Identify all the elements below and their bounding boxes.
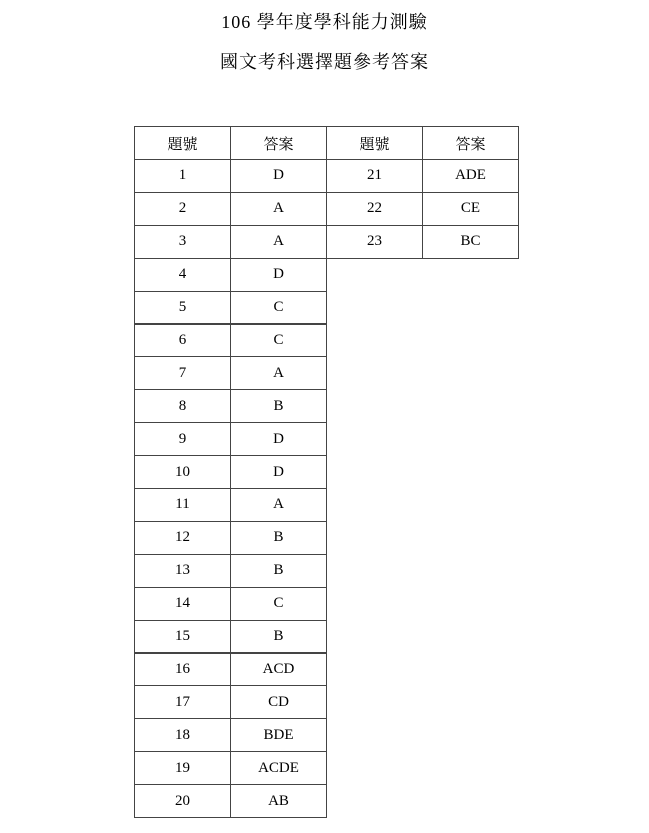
answer-cell: D <box>230 258 327 292</box>
document-title: 106 學年度學科能力測驗 <box>221 12 428 32</box>
answer-cell: A <box>230 225 327 259</box>
question-number-cell: 2 <box>134 192 231 226</box>
header-answer: 答案 <box>422 126 519 160</box>
question-number-cell: 5 <box>134 291 231 325</box>
answer-cell: D <box>230 159 327 193</box>
question-number-cell: 6 <box>134 324 231 358</box>
question-number-cell: 18 <box>134 718 231 752</box>
answer-cell: CE <box>422 192 519 226</box>
question-number-cell: 21 <box>326 159 423 193</box>
question-number-cell: 19 <box>134 751 231 785</box>
question-number-cell: 9 <box>134 422 231 456</box>
question-number-cell: 7 <box>134 356 231 390</box>
document-subtitle: 國文考科選擇題參考答案 <box>220 52 429 72</box>
answer-cell: CD <box>230 685 327 719</box>
question-number-cell: 13 <box>134 554 231 588</box>
answer-cell: A <box>230 192 327 226</box>
answer-cell: C <box>230 324 327 358</box>
question-number-cell: 4 <box>134 258 231 292</box>
answer-cell: B <box>230 620 327 654</box>
question-number-cell: 10 <box>134 455 231 489</box>
answer-cell: D <box>230 422 327 456</box>
answer-cell: AB <box>230 784 327 818</box>
answer-cell: BDE <box>230 718 327 752</box>
question-number-cell: 23 <box>326 225 423 259</box>
answer-cell: D <box>230 455 327 489</box>
answer-cell: BC <box>422 225 519 259</box>
answer-cell: B <box>230 554 327 588</box>
question-number-cell: 8 <box>134 389 231 423</box>
header-answer: 答案 <box>230 126 327 160</box>
question-number-cell: 15 <box>134 620 231 654</box>
answer-cell: C <box>230 291 327 325</box>
answer-cell: A <box>230 356 327 390</box>
header-question-number: 題號 <box>134 126 231 160</box>
answer-cell: ACDE <box>230 751 327 785</box>
question-number-cell: 20 <box>134 784 231 818</box>
question-number-cell: 17 <box>134 685 231 719</box>
answer-cell: C <box>230 587 327 621</box>
question-number-cell: 22 <box>326 192 423 226</box>
question-number-cell: 1 <box>134 159 231 193</box>
question-number-cell: 16 <box>134 653 231 687</box>
question-number-cell: 3 <box>134 225 231 259</box>
answer-cell: B <box>230 521 327 555</box>
header-question-number: 題號 <box>326 126 423 160</box>
answer-cell: ACD <box>230 653 327 687</box>
question-number-cell: 11 <box>134 488 231 522</box>
answer-cell: B <box>230 389 327 423</box>
answer-cell: A <box>230 488 327 522</box>
question-number-cell: 12 <box>134 521 231 555</box>
question-number-cell: 14 <box>134 587 231 621</box>
answer-cell: ADE <box>422 159 519 193</box>
